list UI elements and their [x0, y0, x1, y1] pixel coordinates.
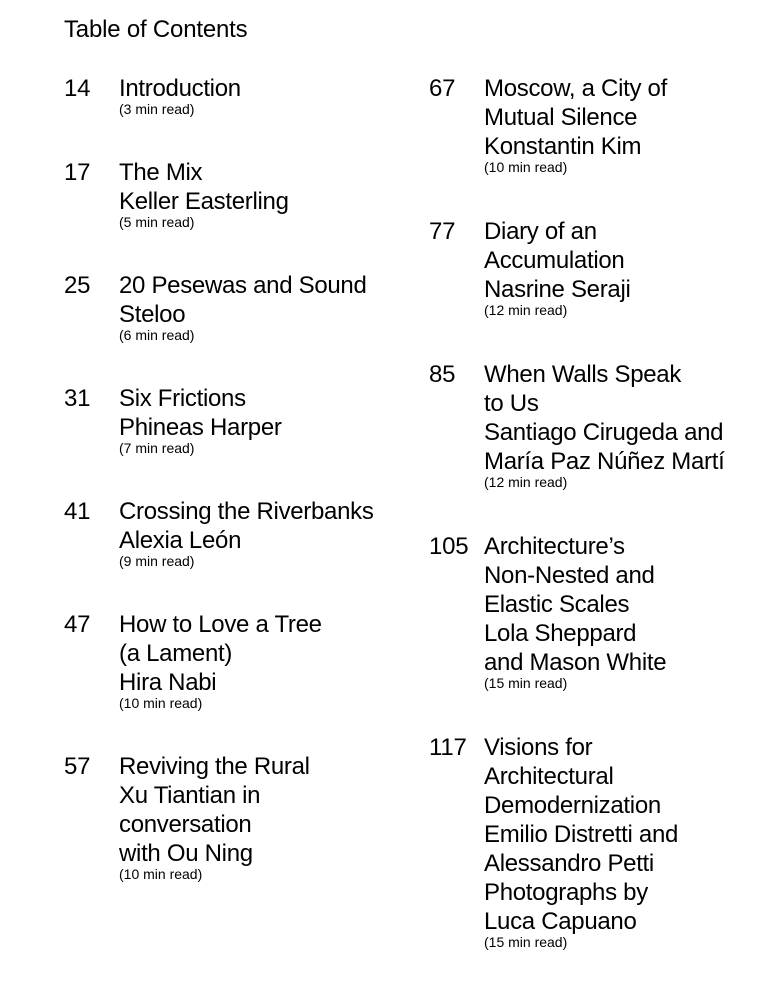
entry-title: Visions for: [484, 734, 593, 761]
page-number: 41: [64, 498, 91, 525]
read-time: (9 min read): [119, 553, 195, 569]
entry-title: When Walls Speak: [484, 361, 682, 388]
toc-entry[interactable]: [429, 217, 769, 318]
toc-entry[interactable]: [64, 752, 409, 882]
read-time: (12 min read): [484, 474, 568, 490]
entry-author: Keller Easterling: [119, 188, 289, 215]
entry-author: Santiago Cirugeda and: [484, 419, 724, 446]
entry-title: Introduction: [119, 75, 241, 102]
toc-entry[interactable]: [64, 497, 409, 569]
read-time: (7 min read): [119, 440, 195, 456]
entry-author: María Paz Núñez Martí: [484, 448, 725, 475]
entry-title: Crossing the Riverbanks: [119, 498, 374, 525]
toc-entry[interactable]: [64, 158, 409, 230]
read-time: (15 min read): [484, 675, 568, 691]
toc-entry[interactable]: [429, 733, 769, 950]
entry-credit: Luca Capuano: [484, 908, 637, 935]
entry-title: How to Love a Tree: [119, 611, 322, 638]
read-time: (10 min read): [119, 866, 203, 882]
page-number: 117: [429, 734, 467, 761]
read-time: (15 min read): [484, 934, 568, 950]
entry-title: Architecture’s: [484, 533, 625, 560]
entry-author: Emilio Distretti and: [484, 821, 679, 848]
page-number: 31: [64, 385, 91, 412]
entry-title: Diary of an: [484, 218, 597, 245]
page-number: 105: [429, 533, 469, 560]
page-number: 17: [64, 159, 91, 186]
entry-author: Hira Nabi: [119, 669, 217, 696]
toc-entry[interactable]: [64, 610, 409, 711]
entry-author: conversation: [119, 811, 252, 838]
entry-author: Alessandro Petti: [484, 850, 654, 877]
page-number: 77: [429, 218, 456, 245]
read-time: (3 min read): [119, 101, 195, 117]
entry-title: Reviving the Rural: [119, 753, 310, 780]
entry-author: with Ou Ning: [119, 840, 253, 867]
read-time: (10 min read): [119, 695, 203, 711]
page-number: 57: [64, 753, 91, 780]
page-number: 14: [64, 75, 91, 102]
entry-title: Non-Nested and: [484, 562, 655, 589]
toc-column-right: [429, 74, 769, 992]
entry-author: Phineas Harper: [119, 414, 282, 441]
page-number: 47: [64, 611, 91, 638]
page-number: 85: [429, 361, 456, 388]
entry-title: (a Lament): [119, 640, 233, 667]
entry-author: Nasrine Seraji: [484, 276, 631, 303]
read-time: (5 min read): [119, 214, 195, 230]
toc-entry[interactable]: [429, 360, 769, 490]
entry-title: Mutual Silence: [484, 104, 638, 131]
toc-entry[interactable]: [429, 74, 769, 175]
entry-title: 20 Pesewas and Sound: [119, 272, 367, 299]
read-time: (6 min read): [119, 327, 195, 343]
toc-column-left: [64, 74, 409, 923]
entry-author: Xu Tiantian in: [119, 782, 261, 809]
toc-entry[interactable]: [64, 74, 409, 117]
entry-author: Steloo: [119, 301, 186, 328]
page-title: Table of Contents: [64, 16, 248, 43]
entry-title: Elastic Scales: [484, 591, 630, 618]
entry-author: and Mason White: [484, 649, 667, 676]
read-time: (12 min read): [484, 302, 568, 318]
toc-entry[interactable]: [64, 384, 409, 456]
entry-title: Demodernization: [484, 792, 661, 819]
read-time: (10 min read): [484, 159, 568, 175]
entry-title: Architectural: [484, 763, 614, 790]
toc-entry[interactable]: [429, 532, 769, 691]
toc-entry[interactable]: [64, 271, 409, 343]
entry-title: Moscow, a City of: [484, 75, 667, 102]
entry-title: to Us: [484, 390, 539, 417]
entry-author: Alexia León: [119, 527, 242, 554]
page-number: 25: [64, 272, 91, 299]
entry-title: Accumulation: [484, 247, 625, 274]
entry-author: Lola Sheppard: [484, 620, 637, 647]
entry-title: Six Frictions: [119, 385, 246, 412]
entry-credit: Photographs by: [484, 879, 648, 906]
page-number: 67: [429, 75, 456, 102]
entry-title: The Mix: [119, 159, 203, 186]
entry-author: Konstantin Kim: [484, 133, 642, 160]
